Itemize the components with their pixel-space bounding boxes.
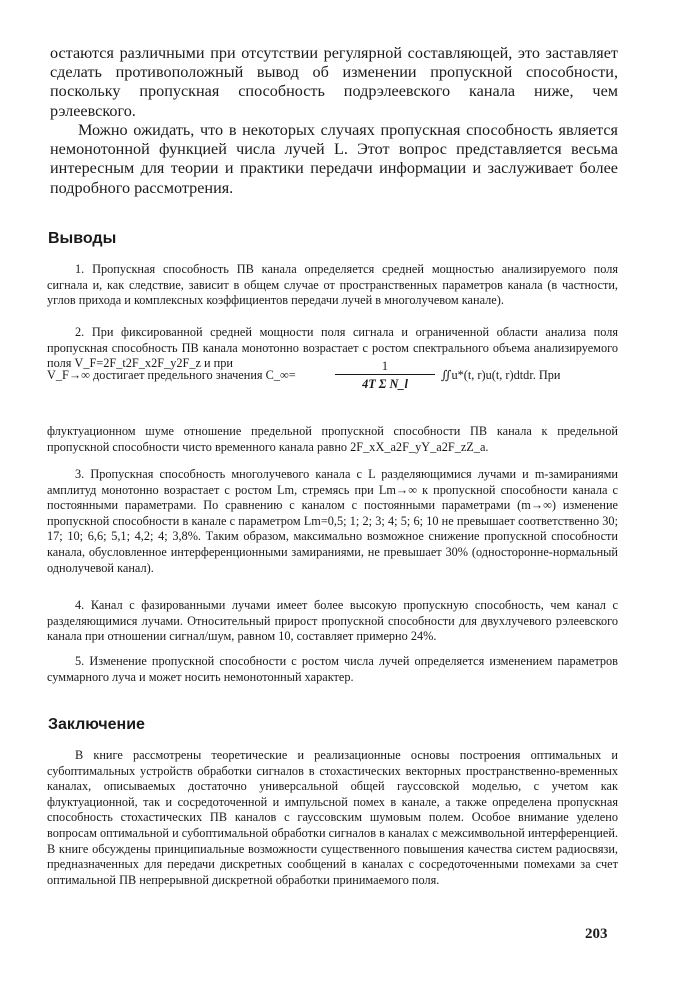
- page-number: 203: [585, 926, 608, 942]
- formula-denominator: 4T Σ N_l: [362, 377, 408, 391]
- conclusion-item-4: 4. Канал с фазированными лучами имеет более высокую пропускную способность, чем канал с разделяющимися лучами. Относительный прирост пропускной способности для двухлучевого рэлеевского канала при отношении сигнал/шум, равном 10, составляет примерно 24%.: [47, 598, 618, 644]
- formula-lead-text: V_F→∞ достигает предельного значения C_∞=: [47, 368, 296, 382]
- formula-integral-text: ∬u*(t, r)u(t, r)dtdr. При: [441, 368, 561, 382]
- intro-paragraph-2: Можно ожидать, что в некоторых случаях пропускная способность является немонотонной функцией числа лучей L. Этот вопрос представляется весьма интересным для теории и практики передачи информации и заслуживает более подробного рассмотрения.: [50, 121, 618, 197]
- formula-fraction: [335, 358, 435, 415]
- conclusion-item-5: 5. Изменение пропускной способности с ростом числа лучей определяется изменением параметров суммарного луча и может носить немонотонный характер.: [47, 654, 618, 684]
- conclusions-heading: Выводы: [48, 230, 117, 247]
- capacity-limit-formula: [47, 358, 618, 420]
- conclusion-item-3: 3. Пропускная способность многолучевого канала с L разделяющимися лучами и m-замираниями амплитуд монотонно возрастает с ростом Lm, стремясь при Lm→∞ к пропускной способности канала с постоянными параметрами. По сравнению с каналом с постоянными параметрами (m→∞) изменение пропускной способности в канале с параметром Lm=0,5; 1; 2; 3; 4; 5; 6; 10 не превышает соответственно 30; 17; 10; 6,6; 5,1; 4,2; 4; 3,8%. Таким образом, максимально возможное снижение пропускной способности канала, обусловленное интерференционными замираниями, не превышает 30% (односторонне-нормальный однолучевой канал).: [47, 467, 618, 575]
- summary-heading: Заключение: [48, 716, 145, 733]
- conclusion-item-1: 1. Пропускная способность ПВ канала определяется средней мощностью анализируемого поля сигнала и, как следствие, зависит в общем случае от пространственных параметров канала (в частности, углов прихода и комплексных коэффициентов передачи лучей в многолучевом канале).: [47, 262, 618, 308]
- formula-numerator: 1: [335, 358, 435, 375]
- conclusion-item-2-part-2: флуктуационном шуме отношение предельной пропускной способности ПВ канала к предельной пропускной способности чисто временного канала равно 2F_xX_a2F_yY_a2F_zZ_a.: [47, 424, 618, 454]
- conclusion-item-2-part-1: 2. При фиксированной средней мощности поля сигнала и ограниченной области анализа поля пропускная способность ПВ канала монотонно возрастает с ростом спектрального объема анализируемого поля V_F=2F_t2F_x2F_y2F_z и при: [47, 325, 618, 371]
- intro-paragraph-1: остаются различными при отсутствии регулярной составляющей, это заставляет сделать противоположный вывод об изменении пропускной способности, поскольку пропускная способность подрэлеевского канала ниже, чем рэлеевского.: [50, 44, 618, 120]
- summary-paragraph: В книге рассмотрены теоретические и реализационные основы построения оптимальных и субоптимальных устройств обработки сигналов в стохастических векторных пространственно-временных каналах, описываемых достаточно универсальной общей гауссовской моделью, с учетом как флуктуационной, так и сосредоточенной и импульсной помех в канале, а также определена пропускная способность стохастических ПВ каналов с гауссовским шумовым полем. Особое внимание уделено вопросам оптимальной и субоптимальной обработки сигналов в каналах с межсимвольной интерференцией. В книге обсуждены принципиальные возможности существенного повышения качества систем радиосвязи, предназначенных для передачи дискретных сообщений в каналах с сосредоточенными помехами за счет оптимальной ПВ непрерывной дискретной обработки принимаемого поля.: [47, 748, 618, 887]
